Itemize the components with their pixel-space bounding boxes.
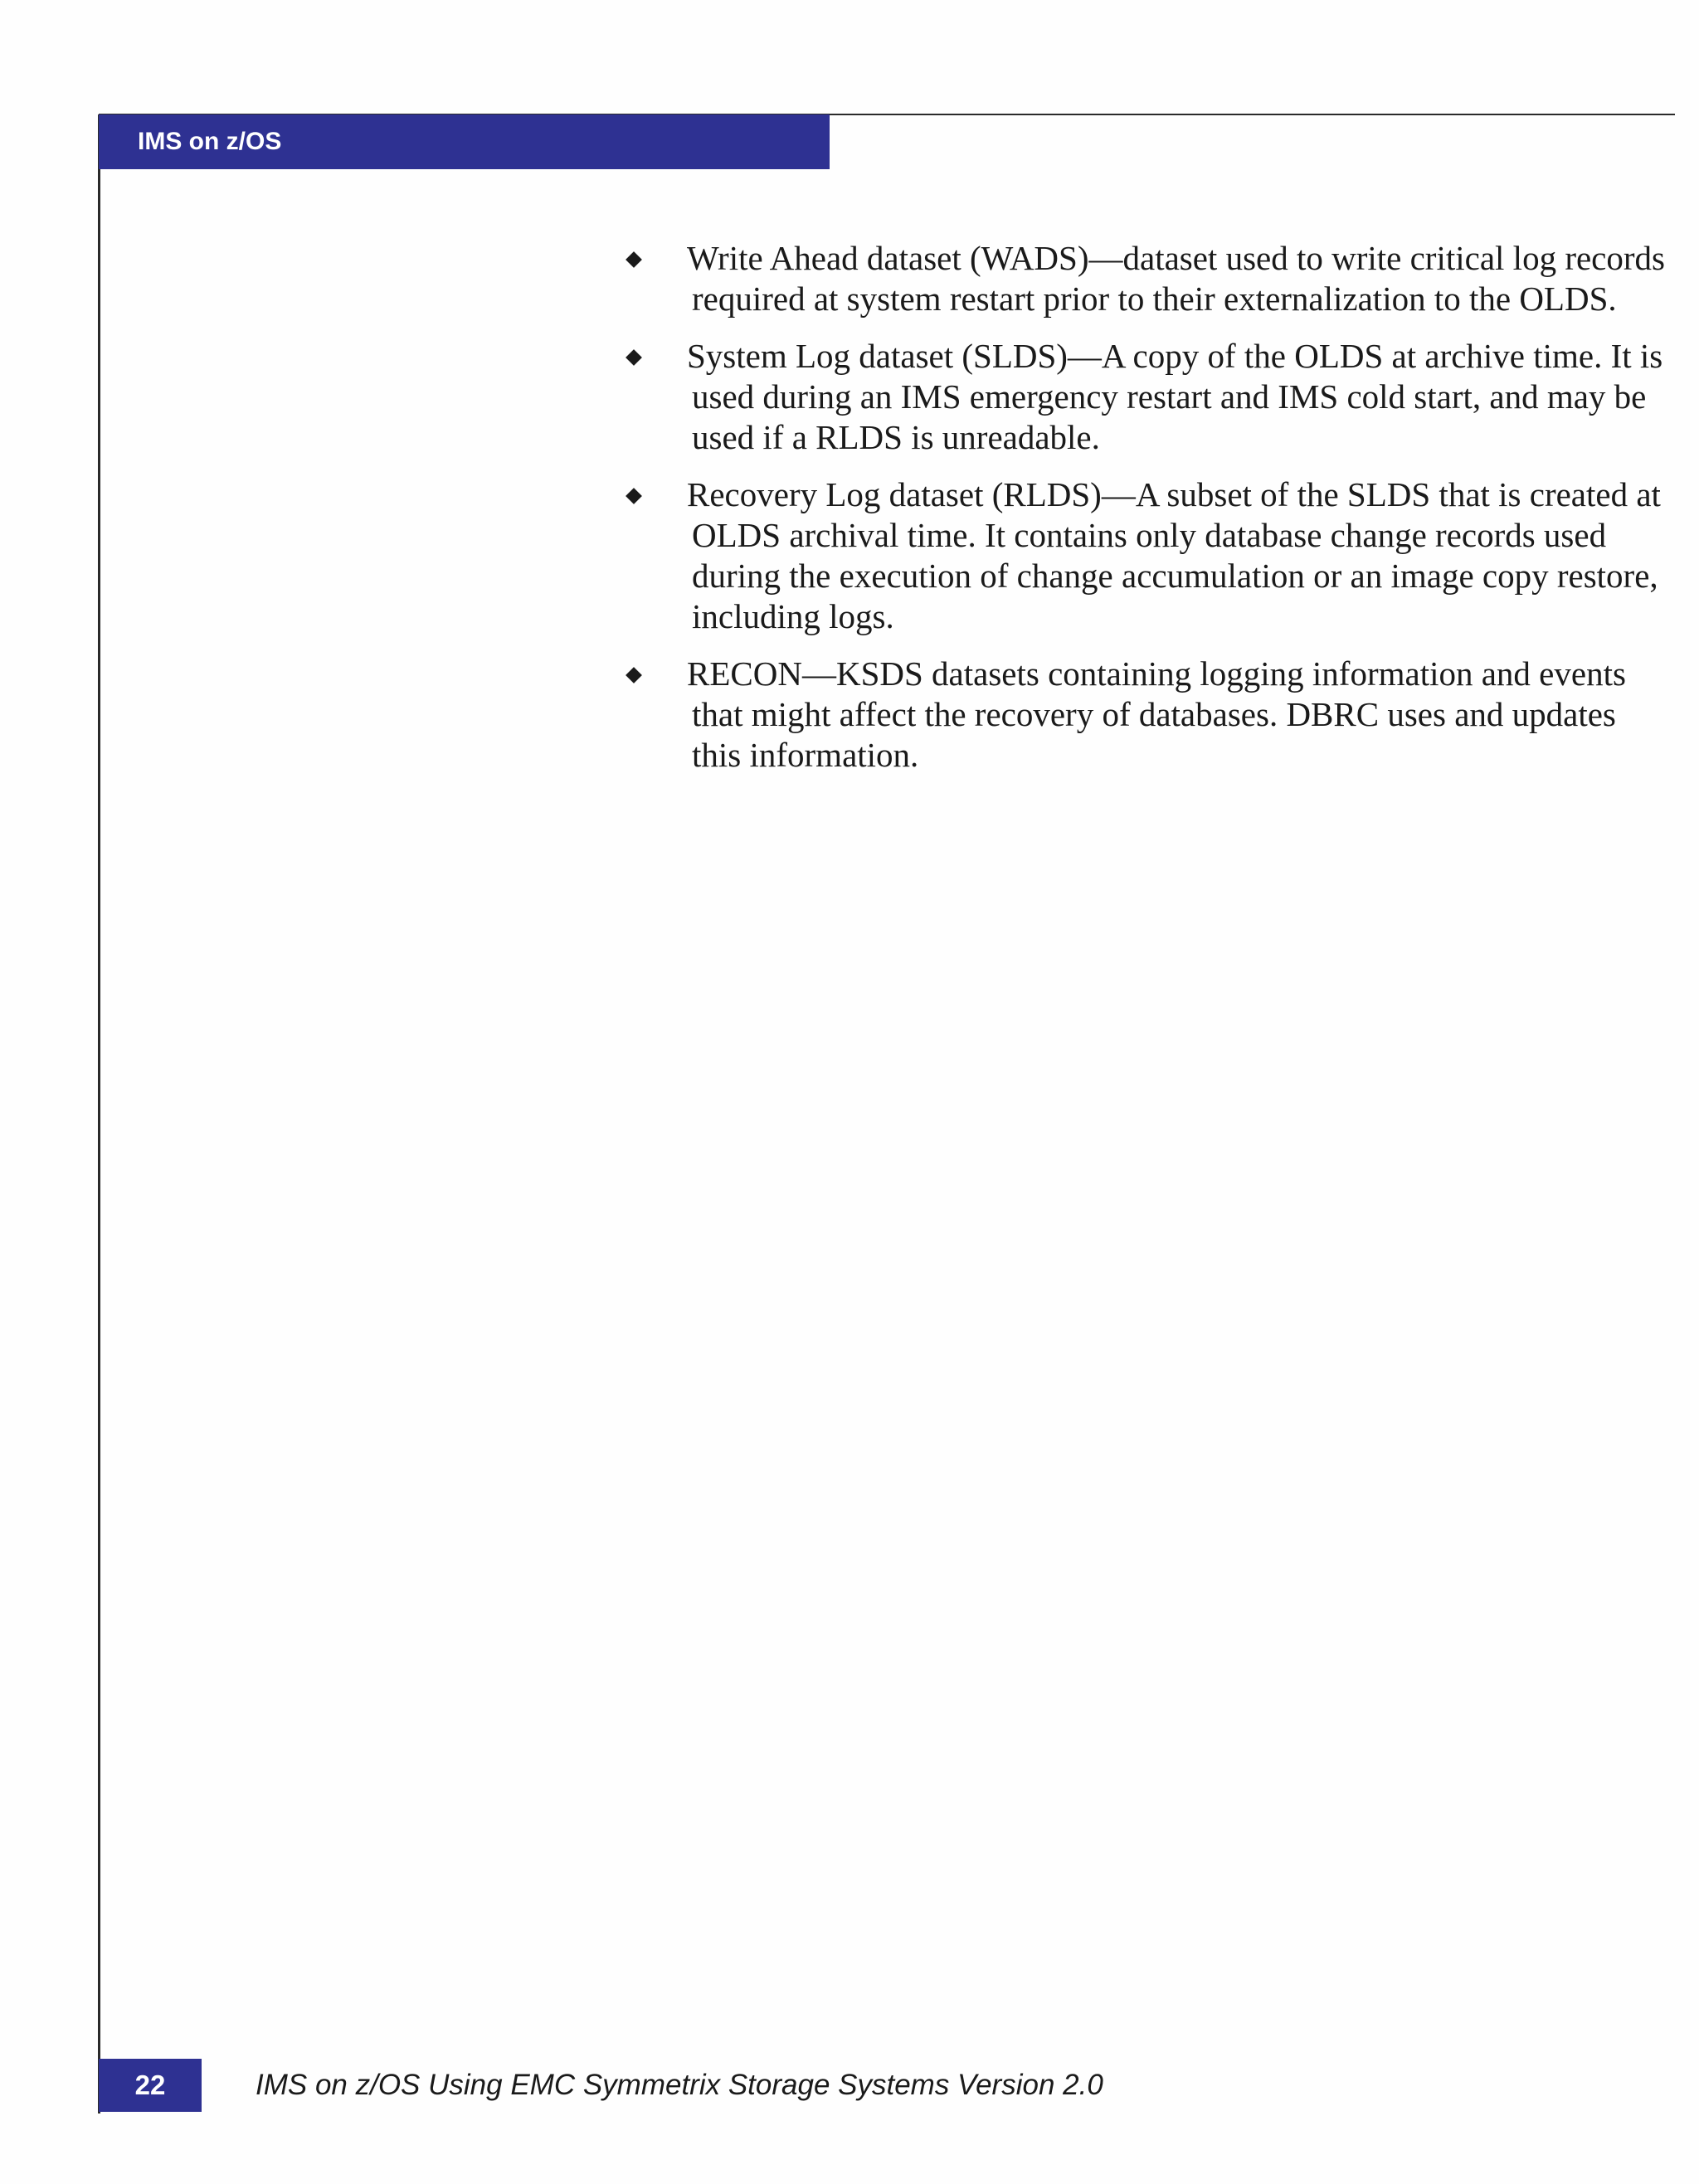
list-item — [628, 654, 1665, 776]
list-item-text: System Log dataset (SLDS)—A copy of the OLDS at archive time. It is used during an IMS emergency restart and IMS cold start, and may be used if a RLDS is unreadable. — [687, 337, 1663, 456]
list-item-text: Write Ahead dataset (WADS)—dataset used to write critical log records required at system restart prior to their externalization to the OLDS. — [687, 239, 1665, 318]
footer-book-title: IMS on z/OS Using EMC Symmetrix Storage Systems Version 2.0 — [256, 2069, 1103, 2101]
list-item — [628, 474, 1665, 637]
list-item — [628, 336, 1665, 458]
list-item-text: Recovery Log dataset (RLDS)—A subset of the SLDS that is created at OLDS archival time. It contains only database change records used during the execution of change accumulation or an image copy restore, including logs. — [687, 475, 1661, 635]
diamond-bullet-icon — [626, 667, 642, 683]
page-number: 22 — [99, 2059, 202, 2112]
bullet-list — [628, 238, 1665, 792]
section-header: IMS on z/OS — [99, 114, 830, 169]
list-item-text: RECON—KSDS datasets containing logging information and events that might affect the recovery of databases. DBRC uses and updates this information. — [687, 654, 1626, 774]
diamond-bullet-icon — [626, 488, 642, 504]
margin-rule — [98, 114, 100, 2113]
list-item — [628, 238, 1665, 319]
diamond-bullet-icon — [626, 251, 642, 268]
diamond-bullet-icon — [626, 349, 642, 366]
